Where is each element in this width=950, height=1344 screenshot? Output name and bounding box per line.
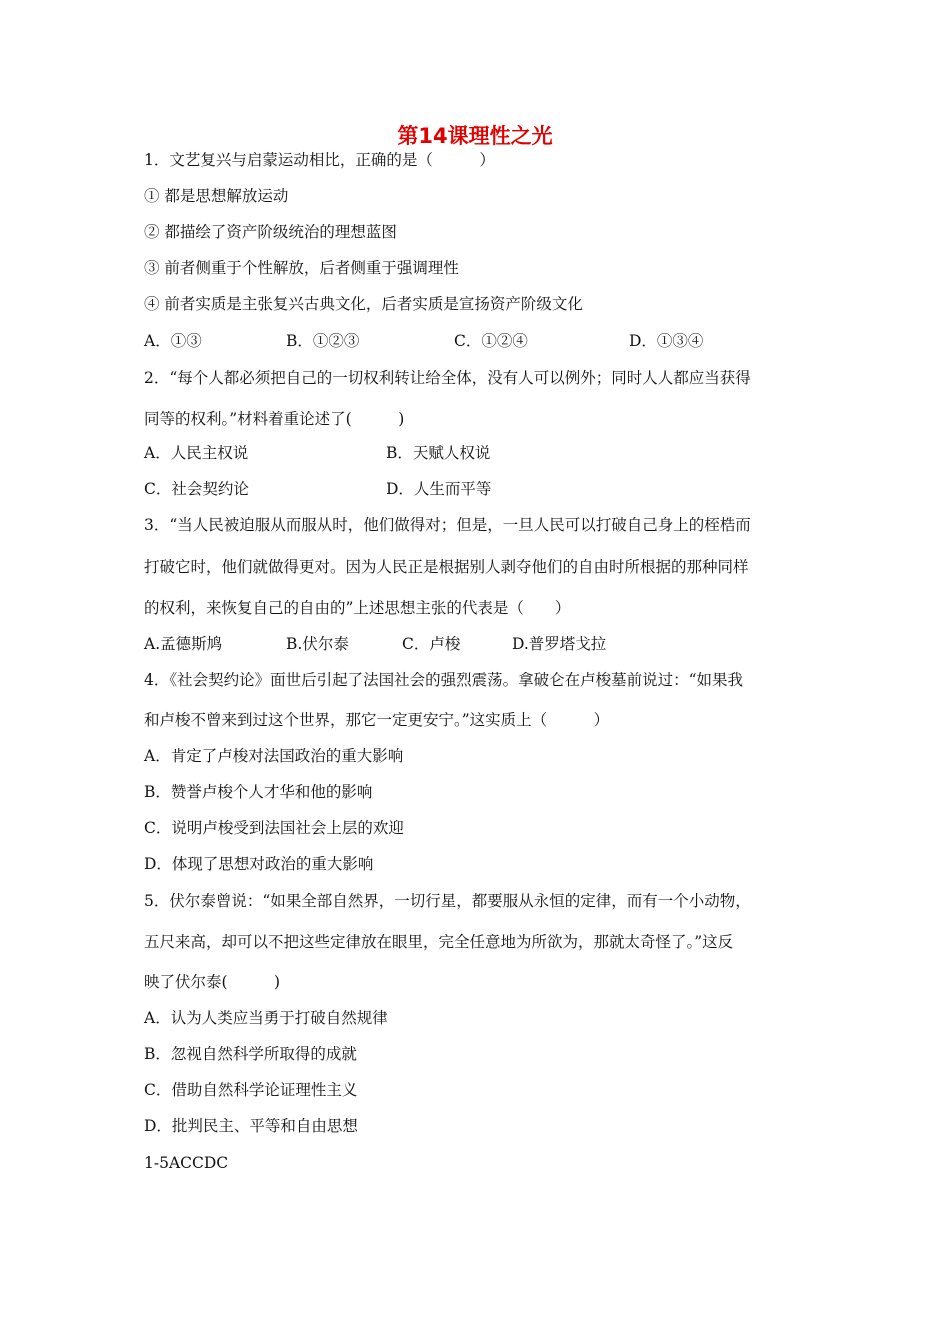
question-3-stem-line-1: 3．“当人民被迫服从而服从时，他们做得对；但是，一旦人民可以打破自己身上的桎梏而 [144, 516, 751, 534]
question-5-option-b: B．忽视自然科学所取得的成就 [144, 1045, 357, 1063]
question-5-stem-line-1: 5．伏尔泰曾说：“如果全部自然界，一切行星，都要服从永恒的定律，而有一个小动物， [144, 892, 751, 910]
question-5-stem-line-3: 映了伏尔泰( ) [144, 973, 281, 991]
question-2-option-b: B．天赋人权说 [386, 444, 491, 462]
question-4-option-d: D．体现了思想对政治的重大影响 [144, 855, 374, 873]
question-4-stem-line-1: 4．《社会契约论》面世后引起了法国社会的强烈震荡。拿破仑在卢梭墓前说过：“如果我 [144, 671, 744, 689]
question-3-stem-line-2: 打破它时，他们就做得更对。因为人民正是根据别人剥夺他们的自由时所根据的那种同样 [144, 558, 749, 576]
question-1-stem: 1．文艺复兴与启蒙运动相比，正确的是（ ） [144, 151, 495, 169]
question-1-item-3: ③ 前者侧重于个性解放，后者侧重于强调理性 [144, 259, 459, 277]
question-1-item-2: ② 都描绘了资产阶级统治的理想蓝图 [144, 223, 397, 241]
question-4-option-c: C．说明卢梭受到法国社会上层的欢迎 [144, 819, 404, 837]
question-1-option-b: B．①②③ [286, 332, 360, 350]
question-4-option-a: A．肯定了卢梭对法国政治的重大影响 [144, 747, 404, 765]
question-3-option-d: D.普罗塔戈拉 [512, 635, 607, 653]
question-1-item-4: ④ 前者实质是主张复兴古典文化，后者实质是宣扬资产阶级文化 [144, 295, 583, 313]
question-2-option-d: D．人生而平等 [386, 480, 492, 498]
question-1-option-a: A．①③ [144, 332, 202, 350]
question-3-option-a: A.孟德斯鸠 [144, 635, 223, 653]
question-2-option-c: C．社会契约论 [144, 480, 249, 498]
question-5-stem-line-2: 五尺来高，却可以不把这些定律放在眼里，完全任意地为所欲为，那就太奇怪了。”这反 [144, 933, 734, 951]
question-1-option-d: D．①③④ [629, 332, 704, 350]
question-1-item-1: ① 都是思想解放运动 [144, 187, 289, 205]
question-3-stem-line-3: 的权利，来恢复自己的自由的”上述思想主张的代表是（ ） [144, 599, 571, 617]
question-2-option-a: A．人民主权说 [144, 444, 249, 462]
question-2-stem-line-2: 同等的权利。”材料着重论述了( ) [144, 410, 405, 428]
question-1-option-c: C．①②④ [454, 332, 528, 350]
question-2-stem-line-1: 2．“每个人都必须把自己的一切权利转让给全体，没有人可以例外；同时人人都应当获得 [144, 369, 751, 387]
question-3-option-b: B.伏尔泰 [286, 635, 349, 653]
question-5-option-c: C．借助自然科学论证理性主义 [144, 1081, 358, 1099]
question-4-stem-line-2: 和卢梭不曾来到过这个世界，那它一定更安宁。”这实质上（ ） [144, 711, 610, 729]
question-5-option-a: A．认为人类应当勇于打破自然规律 [144, 1009, 388, 1027]
question-4-option-b: B．赞誉卢梭个人才华和他的影响 [144, 783, 373, 801]
question-3-option-c: C．卢梭 [402, 635, 461, 653]
question-5-option-d: D．批判民主、平等和自由思想 [144, 1117, 358, 1135]
answer-key: 1-5ACCDC [144, 1154, 229, 1172]
page-title: 第14课理性之光 [397, 124, 553, 148]
